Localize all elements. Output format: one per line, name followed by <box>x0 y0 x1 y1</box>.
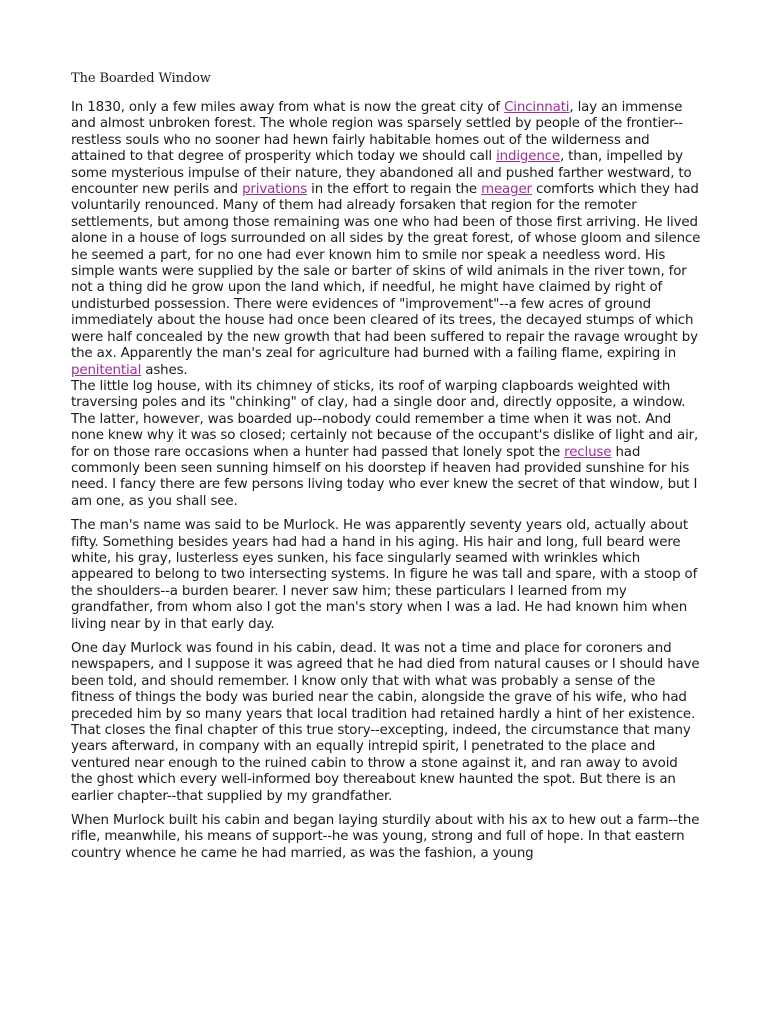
paragraph-text: ashes. <box>141 362 188 378</box>
link-meager[interactable]: meager <box>481 182 532 198</box>
link-recluse[interactable]: recluse <box>564 444 612 460</box>
document-title: The Boarded Window <box>71 71 211 86</box>
link-cincinnati[interactable]: Cincinnati <box>504 100 570 115</box>
paragraph-5 <box>71 813 701 862</box>
paragraph-text: in the effort to regain the <box>307 182 482 198</box>
paragraph-text: When Murlock built his cabin and began laying sturdily about with his ax to hew out a farm--the rifle, meanwhile, his means of support--he was young, strong and full of hope. In that eastern country whence he came he had married, as was the fashion, a young <box>71 813 700 861</box>
paragraph-4 <box>71 641 701 805</box>
paragraph-text: had commonly been seen sunning himself on his doorstep if heaven had provided sunshine for his need. I fancy there are few persons living today who ever knew the secret of that window, but I am one, as you shall see. <box>71 444 698 509</box>
paragraph-text: , than, impelled by some mysterious impulse of their nature, they abandoned all and pushed farther westward, to encounter new perils and <box>71 149 692 198</box>
document-page <box>71 70 701 862</box>
link-penitential[interactable]: penitential <box>71 362 142 378</box>
paragraph-text: One day Murlock was found in his cabin, dead. It was not a time and place for coroners and newspapers, and I suppose it was agreed that he had died from natural causes or I should have been told, and should remember. I know only that with what was probably a sense of the fitness of things the body was buried near the cabin, alongside the grave of his wife, who had preceded him by so many years that local tradition had retained hardly a hint of her existence. That closes the final chapter of this true story--excepting, indeed, the circumstance that many years afterward, in company with an equally intrepid spirit, I penetrated to the place and ventured near enough to the ruined cabin to throw a stone against it, and ran away to avoid the ghost which every well-informed boy thereabout knew haunted the spot. But there is an earlier chapter--that supplied by my grandfather. <box>71 641 700 804</box>
paragraph-3 <box>71 518 701 633</box>
paragraph-2 <box>71 379 701 510</box>
paragraph-text: The little log house, with its chimney of sticks, its roof of warping clapboards weighted with traversing poles and its "chinking" of clay, had a single door and, directly opposite, a window. The latter, however, was boarded up--nobody could remember a time when it was not. And none knew why it was so closed; certainly not because of the occupant's dislike of light and air, for on those rare occasions when a hunter had passed that lonely spot the <box>71 378 699 460</box>
link-indigence[interactable]: indigence <box>496 149 560 165</box>
paragraph-text: , lay an immense and almost unbroken forest. The whole region was sparsely settled by people of the frontier--restless souls who no sooner had hewn fairly habitable homes out of the wilderness and attained to that degree of prosperity which today we should call <box>71 100 683 165</box>
paragraph-text: The man's name was said to be Murlock. He was apparently seventy years old, actually about fifty. Something besides years had had a hand in his aging. His hair and long, full beard were white, his gray, lusterless eyes sunken, his face singularly seamed with wrinkles which appeared to belong to two intersecting systems. In figure he was tall and spare, with a stoop of the shoulders--a burden bearer. I never saw him; these particulars I learned from my grandfather, from whom also I got the man's story when I was a lad. He had known him when living near by in that early day. <box>71 518 698 632</box>
paragraph-1 <box>71 100 701 379</box>
document-body <box>71 100 701 862</box>
paragraph-text: comforts which they had voluntarily renounced. Many of them had already forsaken that region for the remoter settlements, but among those remaining was one who had been of those first arriving. He lived alone in a house of logs surrounded on all sides by the great forest, of whose gloom and silence he seemed a part, for no one had ever known him to smile nor speak a needless word. His simple wants were supplied by the sale or barter of skins of wild animals in the river town, for not a thing did he grow upon the land which, if needful, he might have claimed by right of undisturbed possession. There were evidences of "improvement"--a few acres of ground immediately about the house had once been cleared of its trees, the decayed stumps of which were half concealed by the new growth that had been suffered to repair the ravage wrought by the ax. Apparently the man's zeal for agriculture had burned with a failing flame, expiring in <box>71 182 701 362</box>
paragraph-text: In 1830, only a few miles away from what is now the great city of <box>71 100 505 115</box>
link-privations[interactable]: privations <box>242 182 308 198</box>
